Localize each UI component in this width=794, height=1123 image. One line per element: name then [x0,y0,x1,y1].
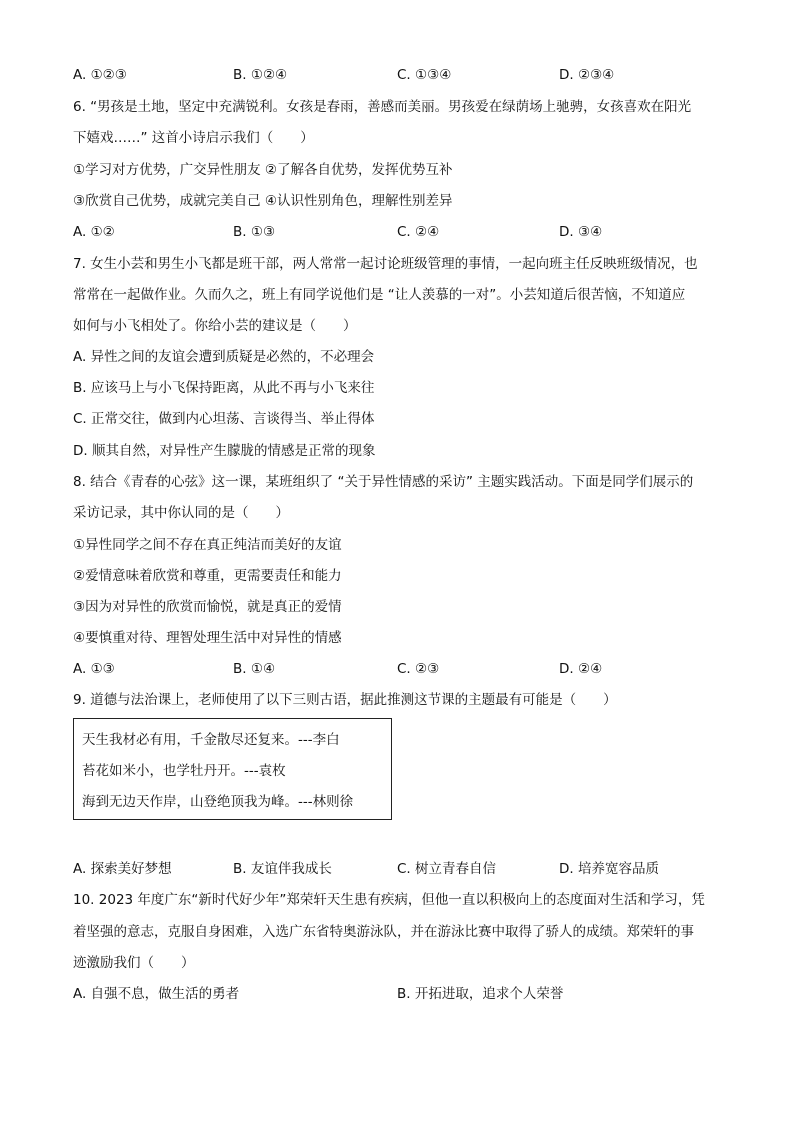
q9-option-a: A. 探索美好梦想 [73,861,172,877]
q7-option-c: C. 正常交往，做到内心坦荡、言谈得当、举止得体 [73,411,375,427]
q8-statement-4: ④要慎重对待、理智处理生活中对异性的情感 [73,630,342,646]
q9-quote-3: 海到无边天作岸，山登绝顶我为峰。---林则徐 [82,794,354,810]
q9-stem: 9. 道德与法治课上，老师使用了以下三则古语，据此推测这节课的主题最有可能是（ ） [73,692,617,708]
q9-quote-1: 天生我材必有用，千金散尽还复来。---李白 [82,732,340,748]
q9-option-b: B. 友谊伴我成长 [233,861,332,877]
q7-option-a: A. 异性之间的友谊会遭到质疑是必然的，不必理会 [73,349,375,365]
q9-options [73,859,733,879]
q8-statement-3: ③因为对异性的欣赏而愉悦，就是真正的爱情 [73,599,342,615]
q8-statement-2: ②爱情意味着欣赏和尊重，更需要责任和能力 [73,568,342,584]
q5-option-a: A. ①②③ [73,67,127,83]
q10-option-b: B. 开拓进取，追求个人荣誉 [397,986,564,1002]
q8-option-a: A. ①③ [73,661,115,677]
q9-quote-box [73,718,392,820]
q8-statement-1: ①异性同学之间不存在真正纯洁而美好的友谊 [73,537,342,553]
q9-option-c: C. 树立青春自信 [397,861,497,877]
q9-option-d: D. 培养宽容品质 [559,861,659,877]
q7-option-b: B. 应该马上与小飞保持距离，从此不再与小飞来往 [73,380,375,396]
q8-option-b: B. ①④ [233,661,276,677]
q6-option-a: A. ①② [73,224,115,240]
q5-option-c: C. ①③④ [397,67,452,83]
q6-statement-2: ③欣赏自己优势，成就完美自己 ④认识性别角色，理解性别差异 [73,193,453,209]
q6-option-b: B. ①③ [233,224,276,240]
q7-option-d: D. 顺其自然，对异性产生朦胧的情感是正常的现象 [73,443,376,459]
q6-statement-1: ①学习对方优势，广交异性朋友 ②了解各自优势，发挥优势互补 [73,162,453,178]
q7-stem-line-1: 7. 女生小芸和男生小飞都是班干部，两人常常一起讨论班级管理的事情，一起向班主任反映班级情况，也 [73,256,698,272]
q8-option-c: C. ②③ [397,661,440,677]
q5-options [73,65,733,85]
q9-quote-2: 苔花如米小，也学牡丹开。---袁枚 [82,763,286,779]
q6-option-d: D. ③④ [559,224,603,240]
q8-stem-line-2: 采访记录，其中你认同的是（ ） [73,505,289,521]
q10-options [73,984,733,1004]
q10-stem-line-2: 着坚强的意志，克服自身困难，入选广东省特奥游泳队，并在游泳比赛中取得了骄人的成绩。郑荣轩的事 [73,924,694,940]
q7-stem-line-2: 常常在一起做作业。久而久之，班上有同学说他们是 “让人羡慕的一对”。小芸知道后很苦恼，不知道应 [73,287,686,303]
q6-options [73,222,733,242]
q7-stem-line-3: 如何与小飞相处了。你给小芸的建议是（ ） [73,318,357,334]
q8-option-d: D. ②④ [559,661,603,677]
q8-stem-line-1: 8. 结合《青春的心弦》这一课，某班组织了 “关于异性情感的采访” 主题实践活动。下面是同学们展示的 [73,474,694,490]
q5-option-d: D. ②③④ [559,67,615,83]
q10-option-a: A. 自强不息，做生活的勇者 [73,986,240,1002]
q6-stem-line-2: 下嬉戏……” 这首小诗启示我们（ ） [73,130,314,146]
q6-stem-line-1: 6. “男孩是土地，坚定中充满锐利。女孩是春雨，善感而美丽。男孩爱在绿荫场上驰骋，女孩喜欢在阳光 [73,99,692,115]
q6-option-c: C. ②④ [397,224,440,240]
q10-stem-line-1: 10. 2023 年度广东“新时代好少年”郑荣轩天生患有疾病，但他一直以积极向上的态度面对生活和学习，凭 [73,892,705,908]
q8-options [73,659,733,679]
q10-stem-line-3: 迹激励我们（ ） [73,955,195,971]
q5-option-b: B. ①②④ [233,67,288,83]
